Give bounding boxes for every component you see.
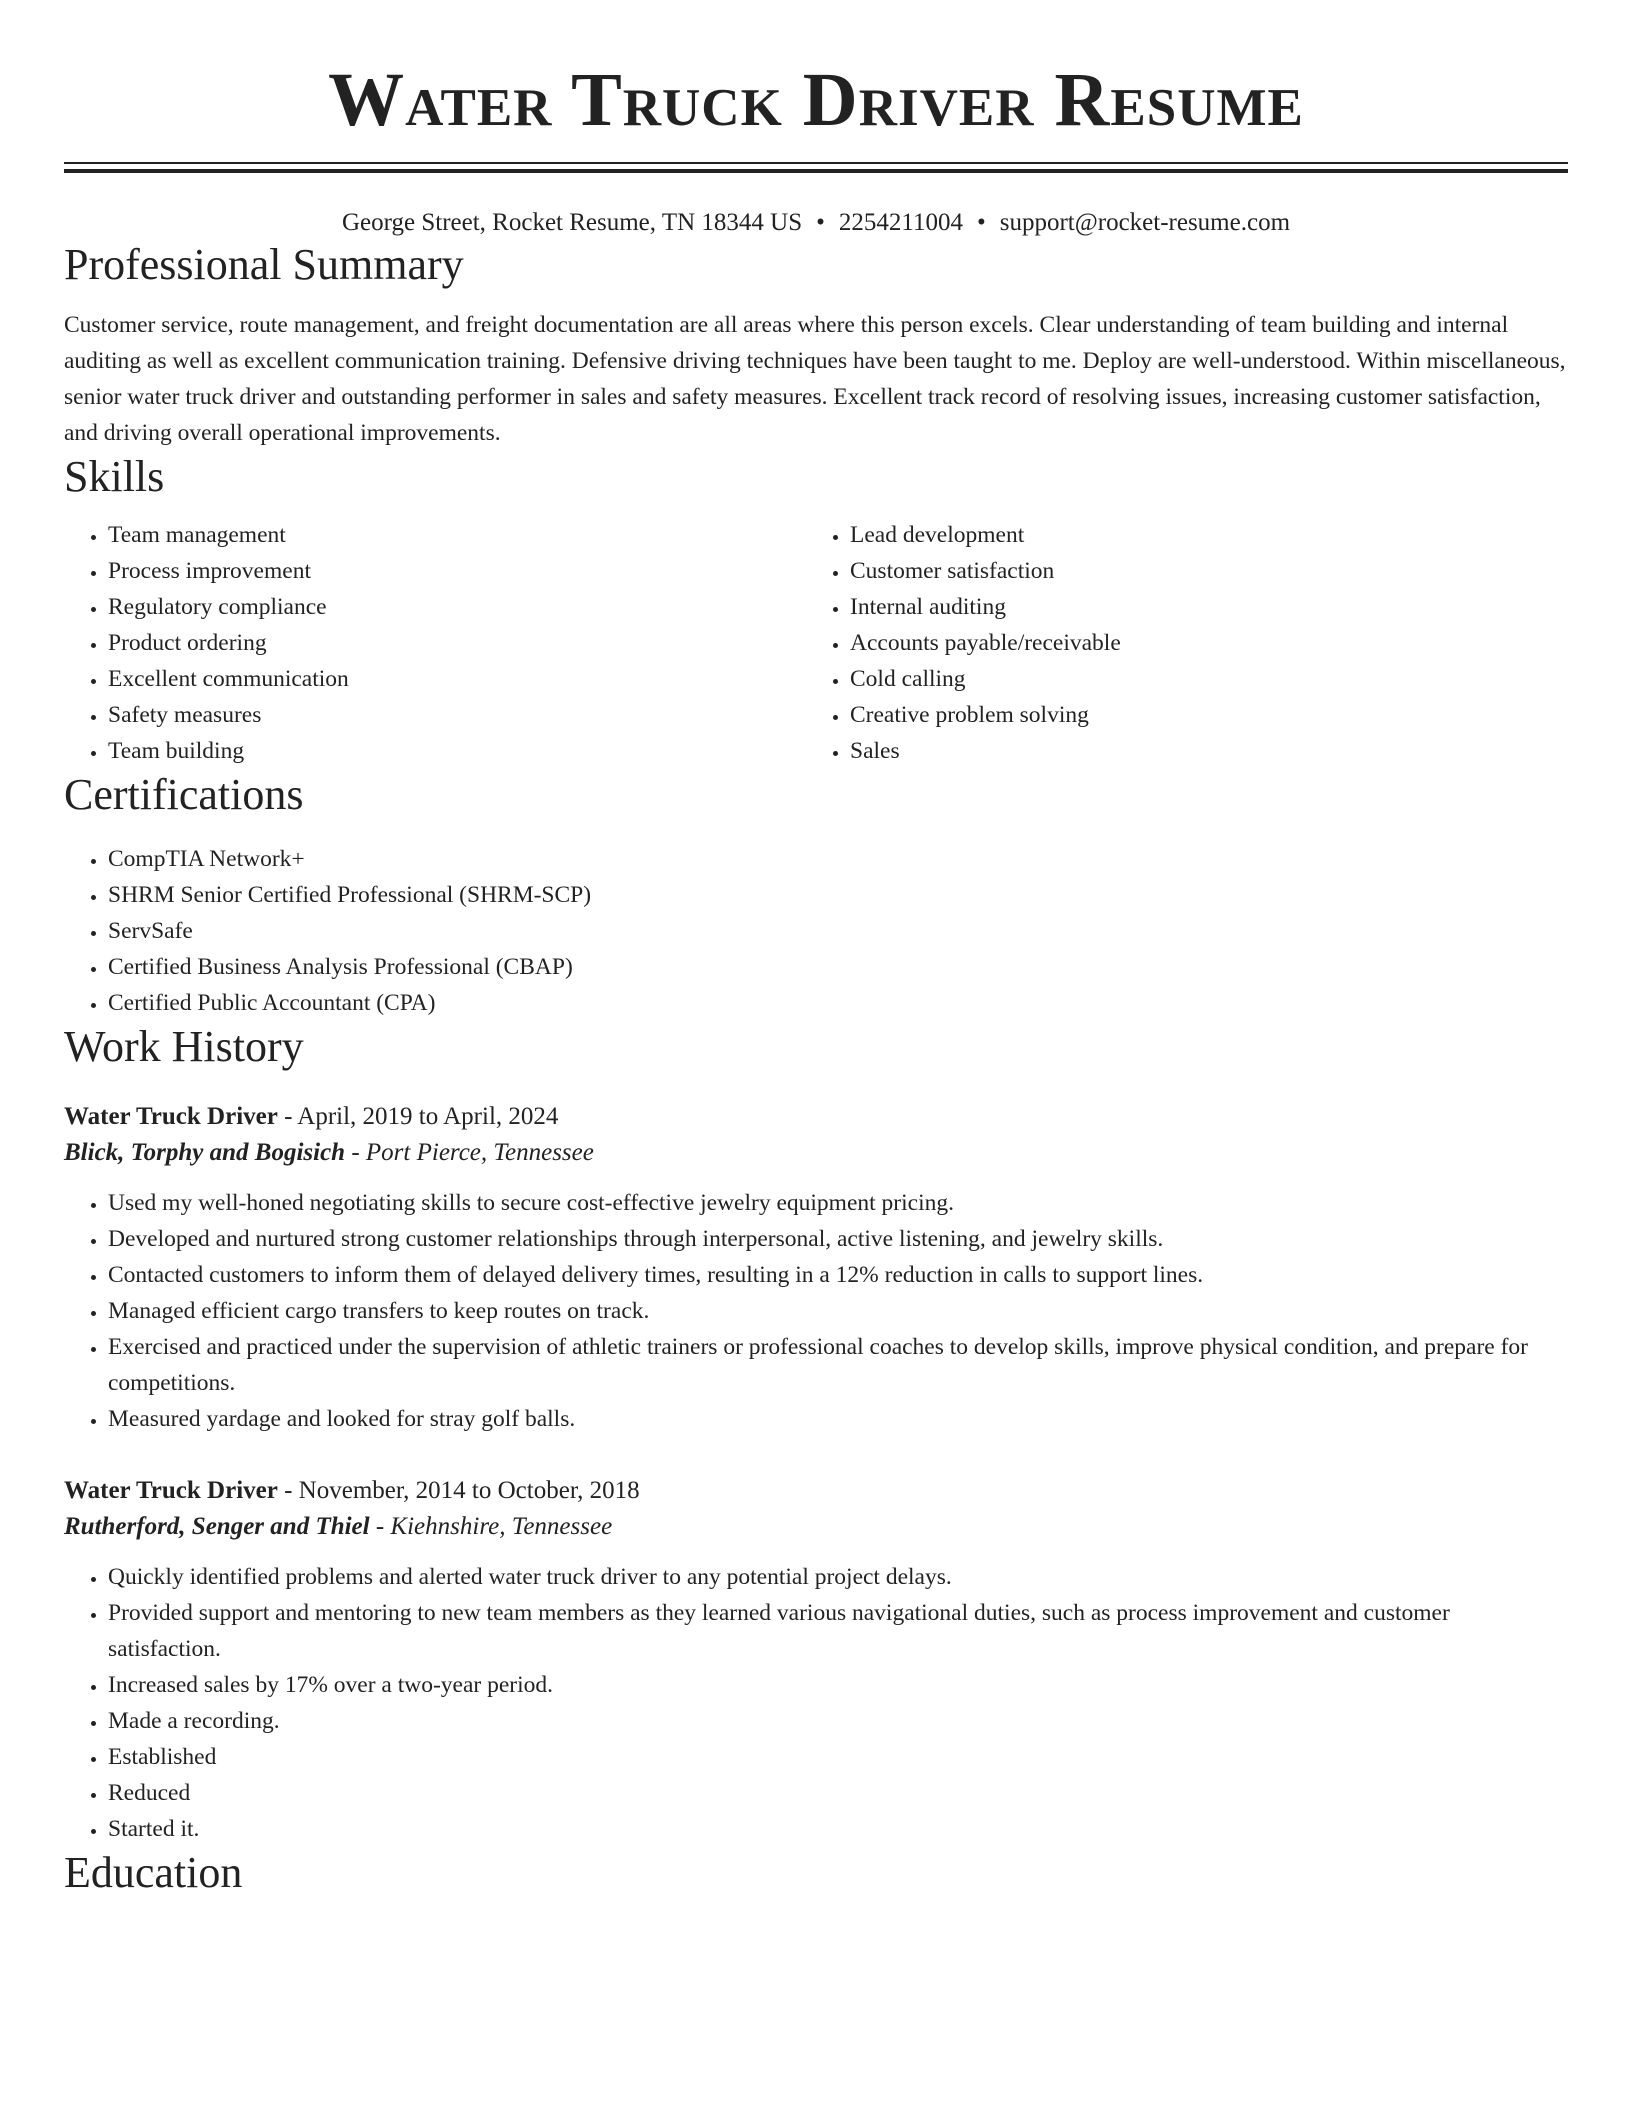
job-location: - Port Pierce, Tennessee: [345, 1139, 594, 1166]
job-duty-item: • Managed efficient cargo transfers to keep routes on track.: [108, 1293, 1568, 1329]
summary-text: Customer service, route management, and freight documentation are all areas where this person excels. Clear understanding of team building and internal auditing as well as excellent communication training. Defensive driving techniques have been taught to me. Deploy are well-understood. Within miscellaneous, senior water truck driver and outstanding performer in sales and safety measures. Excellent track record of resolving issues, increasing customer satisfaction, and driving overall operational improvements.: [64, 312, 1566, 446]
skill-item: • Safety measures: [108, 697, 806, 733]
job-duties-list: [64, 1559, 1568, 1847]
job-duty-item: • Increased sales by 17% over a two-year period.: [108, 1667, 1568, 1703]
job-duty-item: • Measured yardage and looked for stray golf balls.: [108, 1401, 1568, 1437]
skills-column-left: [64, 517, 806, 769]
job-employer: [64, 1135, 1568, 1171]
skills-column-right: [806, 517, 1548, 769]
job-duty-item: • Exercised and practiced under the supervision of athletic trainers or professional coaches to develop skills, improve physical condition, and prepare for competitions.: [108, 1329, 1568, 1401]
job-duty-item: • Established: [108, 1739, 1568, 1775]
job-duty-item: • Quickly identified problems and alerted water truck driver to any potential project delays.: [108, 1559, 1568, 1595]
job-duty-item: • Used my well-honed negotiating skills to secure cost-effective jewelry equipment pricing.: [108, 1185, 1568, 1221]
certification-item: • Certified Business Analysis Professional (CBAP): [108, 949, 1568, 985]
contact-separator: •: [816, 209, 825, 236]
job-header: [64, 1099, 1568, 1135]
skill-item: • Excellent communication: [108, 661, 806, 697]
job-duties-list: [64, 1185, 1568, 1437]
job-duty-item: • Reduced: [108, 1775, 1568, 1811]
job-header: [64, 1473, 1568, 1509]
certification-item: • SHRM Senior Certified Professional (SHRM-SCP): [108, 877, 1568, 913]
skill-item: • Lead development: [850, 517, 1548, 553]
job-employer: [64, 1509, 1568, 1545]
job-title: Water Truck Driver: [64, 1103, 278, 1130]
job-company: Blick, Torphy and Bogisich: [64, 1139, 346, 1166]
section-heading-work-history: Work History: [64, 1022, 304, 1071]
contact-separator: •: [976, 209, 986, 236]
job-title: Water Truck Driver: [64, 1477, 278, 1504]
job-duty-item: • Started it.: [108, 1811, 1568, 1847]
job-entry: [64, 1099, 1568, 1437]
contact-phone: 2254211004: [838, 209, 963, 236]
section-heading-certifications: Certifications: [64, 770, 304, 819]
job-duty-item: • Made a recording.: [108, 1703, 1568, 1739]
skills-list-left: [64, 517, 806, 769]
resume-title: Water Truck Driver Resume: [328, 58, 1304, 142]
title-divider-thin: [64, 162, 1568, 164]
job-dates: - April, 2019 to April, 2024: [277, 1103, 559, 1130]
contact-address: George Street, Rocket Resume, TN 18344 US: [341, 209, 803, 236]
certification-item: • Certified Public Accountant (CPA): [108, 985, 1568, 1021]
skills-list-right: [806, 517, 1548, 769]
skill-item: • Internal auditing: [850, 589, 1548, 625]
skill-item: • Regulatory compliance: [108, 589, 806, 625]
skill-item: • Cold calling: [850, 661, 1548, 697]
job-entry: [64, 1473, 1568, 1847]
skill-item: • Product ordering: [108, 625, 806, 661]
skill-item: • Team building: [108, 733, 806, 769]
certification-item: • ServSafe: [108, 913, 1568, 949]
skill-item: • Sales: [850, 733, 1548, 769]
section-heading-skills: Skills: [64, 452, 165, 501]
certifications-list: [64, 841, 1568, 1021]
certification-item: • CompTIA Network+: [108, 841, 1568, 877]
contact-email: support@rocket-resume.com: [999, 209, 1291, 236]
section-heading-education: Education: [64, 1848, 243, 1897]
job-duty-item: • Developed and nurtured strong customer relationships through interpersonal, active listening, and jewelry skills.: [108, 1221, 1568, 1257]
skill-item: • Creative problem solving: [850, 697, 1548, 733]
job-company: Rutherford, Senger and Thiel: [64, 1513, 370, 1540]
job-duty-item: • Contacted customers to inform them of delayed delivery times, resulting in a 12% reduction in calls to support lines.: [108, 1257, 1568, 1293]
skill-item: • Team management: [108, 517, 806, 553]
section-heading-summary: Professional Summary: [64, 240, 464, 289]
title-divider-thick: [64, 169, 1568, 173]
skill-item: • Accounts payable/receivable: [850, 625, 1548, 661]
job-location: - Kiehnshire, Tennessee: [369, 1513, 613, 1540]
skill-item: • Customer satisfaction: [850, 553, 1548, 589]
skill-item: • Process improvement: [108, 553, 806, 589]
job-dates: - November, 2014 to October, 2018: [277, 1477, 640, 1504]
job-duty-item: • Provided support and mentoring to new team members as they learned various navigational duties, such as process improvement and customer satisfaction.: [108, 1595, 1568, 1667]
contact-line: [64, 207, 1568, 239]
skills-columns: [64, 517, 1568, 769]
